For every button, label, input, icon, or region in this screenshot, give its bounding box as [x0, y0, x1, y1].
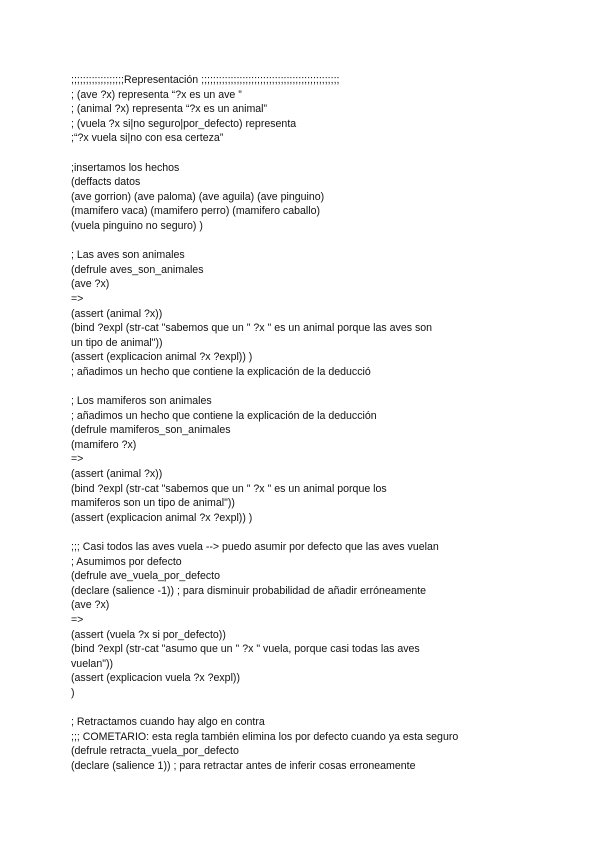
text-line: ): [71, 686, 75, 699]
text-line: ; añadimos un hecho que contiene la explicación de la deducción: [71, 409, 377, 422]
blank-line: [71, 234, 541, 249]
text-line: (vuela pinguino no seguro) ): [71, 219, 203, 232]
text-line: =>: [71, 453, 84, 466]
text-line: (assert (vuela ?x si por_defecto)): [71, 628, 226, 641]
text-line: (bind ?expl (str-cat "sabemos que un " ?x " es un animal porque las aves son: [71, 322, 433, 335]
text-line: (assert (animal ?x)): [71, 468, 163, 481]
text-line: (deffacts datos: [71, 176, 141, 189]
text-line: (defrule ave_vuela_por_defecto: [71, 570, 221, 583]
text-line: mamiferos son un tipo de animal")): [71, 497, 235, 510]
text-line: (mamifero vaca) (mamifero perro) (mamifero caballo): [71, 205, 321, 218]
text-line: (mamifero ?x): [71, 438, 137, 451]
text-line: (declare (salience -1)) ; para disminuir probabilidad de añadir erróneamente: [71, 584, 427, 597]
text-line: =>: [71, 613, 84, 626]
text-line: ; Retractamos cuando hay algo en contra: [71, 716, 265, 729]
text-line: ; (ave ?x) representa “?x es un ave ”: [71, 88, 242, 101]
text-line: ; Asumimos por defecto: [71, 555, 182, 568]
clips-source-text: [71, 73, 541, 774]
text-line: (ave ?x): [71, 278, 110, 291]
text-line: ; Las aves son animales: [71, 249, 185, 262]
text-line: ;;;;;;;;;;;;;;;;;;Representación ;;;;;;;;;;;;;;;;;;;;;;;;;;;;;;;;;;;;;;;;;;;;;;;: [71, 74, 340, 86]
text-line: ;;; Casi todos las aves vuela --> puedo asumir por defecto que las aves vuelan: [71, 541, 439, 553]
text-line: ; añadimos un hecho que contiene la explicación de la deducció: [71, 365, 371, 378]
text-line: ;“?x vuela si|no con esa certeza”: [71, 132, 224, 145]
text-line: ;;; COMETARIO: esta regla también elimina los por defecto cuando ya esta seguro: [71, 730, 459, 743]
text-line: (defrule aves_son_animales: [71, 263, 204, 276]
text-line: (assert (explicacion animal ?x ?expl)) ): [71, 511, 253, 524]
text-line: vuelan")): [71, 657, 114, 670]
text-line: (defrule mamiferos_son_animales: [71, 424, 231, 437]
text-line: (assert (explicacion animal ?x ?expl)) ): [71, 351, 253, 364]
text-line: ; (animal ?x) representa “?x es un animal”: [71, 103, 268, 116]
text-line: (ave ?x): [71, 599, 110, 612]
blank-line: [71, 525, 541, 540]
text-line: (declare (salience 1)) ; para retractar antes de inferir cosas erroneamente: [71, 759, 416, 772]
text-line: =>: [71, 292, 84, 305]
text-line: ; Los mamiferos son animales: [71, 395, 212, 408]
text-line: ; (vuela ?x si|no seguro|por_defecto) representa: [71, 117, 297, 130]
text-line: (bind ?expl (str-cat "sabemos que un " ?x " es un animal porque los: [71, 482, 387, 495]
blank-line: [71, 146, 541, 161]
text-line: (assert (animal ?x)): [71, 307, 163, 320]
text-line: ;insertamos los hechos: [71, 161, 180, 174]
text-line: (defrule retracta_vuela_por_defecto: [71, 745, 239, 758]
blank-line: [71, 701, 541, 716]
text-line: (assert (explicacion vuela ?x ?expl)): [71, 672, 240, 685]
text-line: un tipo de animal")): [71, 336, 163, 349]
text-line: (bind ?expl (str-cat "asumo que un " ?x " vuela, porque casi todas las aves: [71, 643, 420, 656]
blank-line: [71, 379, 541, 394]
text-line: (ave gorrion) (ave paloma) (ave aguila) (ave pinguino): [71, 190, 325, 203]
